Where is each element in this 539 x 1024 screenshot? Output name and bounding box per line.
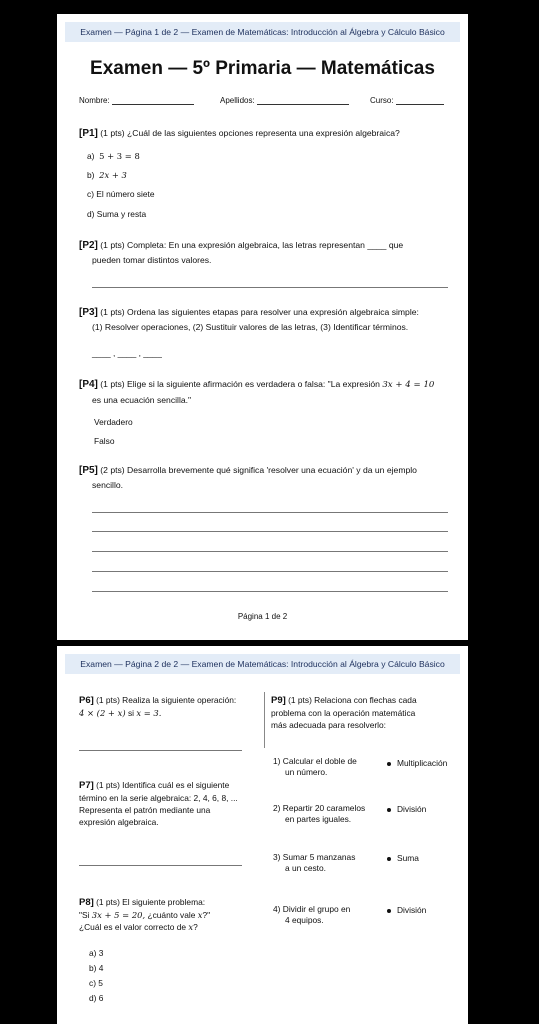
bullet-dot (387, 909, 391, 913)
answer-line (92, 531, 448, 532)
match-item-4: 4) Dividir el grupo en 4 equipos. (273, 904, 351, 925)
question-p9: P9] (1 pts) Relaciona con flechas cada problema con la operación matemática más adecuada para resolverlo: (271, 695, 417, 730)
exam-page-1 (57, 14, 468, 640)
question-p7: P7] (1 pts) Identifica cuál es el siguiente término en la serie algebraica: 2, 4, 6, 8, ... Representa el patrón mediante una expresión algebraica. (79, 780, 238, 827)
answer-line (92, 512, 448, 513)
match-op-1: Multiplicación (397, 758, 448, 768)
answer-line (79, 750, 242, 751)
p4-option-false: Falso (94, 436, 115, 446)
apellidos-blank (257, 104, 349, 105)
column-divider (264, 692, 265, 748)
question-p8: P8] (1 pts) El siguiente problema: "Si 3x + 5 = 20, ¿cuánto vale x?" ¿Cuál es el valor correcto de x? (79, 897, 211, 932)
question-p2: [P2] (1 pts) Completa: En una expresión algebraica, las letras representan ____ que pueden tomar distintos valores. (79, 240, 404, 265)
answer-line (92, 551, 448, 552)
bullet-dot (387, 857, 391, 861)
match-item-2: 2) Repartir 20 caramelos en partes iguales. (273, 803, 366, 824)
answer-line (79, 865, 242, 866)
bullet-dot (387, 762, 391, 766)
p8-option-a: a) 3 (89, 948, 104, 958)
p8-option-d: d) 6 (89, 993, 104, 1003)
apellidos-field: Apellidos: (220, 96, 349, 105)
answer-line (92, 591, 448, 592)
page-header: Examen — Página 1 de 2 — Examen de Matemáticas: Introducción al Álgebra y Cálculo Básico (65, 22, 460, 42)
match-item-1: 1) Calcular el doble de un número. (273, 756, 357, 777)
p1-option-a: a) 5 + 3 = 8 (87, 151, 140, 161)
question-p5: [P5] (2 pts) Desarrolla brevemente qué significa 'resolver una ecuación' y da un ejemplo sencillo. (79, 465, 417, 490)
match-op-3: Suma (397, 853, 419, 863)
page-header: Examen — Página 2 de 2 — Examen de Matemáticas: Introducción al Álgebra y Cálculo Básico (65, 654, 460, 674)
p1-option-d: d) Suma y resta (87, 209, 147, 219)
question-p4: [P4] (1 pts) Elige si la siguiente afirmación es verdadera o falsa: "La expresión 3x + 4 = 10 es una ecuación sencilla." (79, 379, 435, 405)
curso-blank (396, 104, 444, 105)
page-number: Página 1 de 2 (237, 612, 288, 621)
exam-title: Examen — 5º Primaria — Matemáticas (90, 58, 435, 79)
p1-option-b: b) 2x + 3 (87, 170, 127, 180)
curso-field: Curso: (370, 96, 444, 105)
answer-line (92, 571, 448, 572)
question-p1: [P1] (1 pts) ¿Cuál de las siguientes opciones representa una expresión algebraica? (79, 128, 400, 139)
question-p3: [P3] (1 pts) Ordena las siguientes etapas para resolver una expresión algebraica simple: (1) Resolver operaciones, (2) Sustituir valores de las letras, (3) Identificar términos. (79, 307, 419, 332)
p1-option-c: c) El número siete (87, 189, 155, 199)
p8-option-b: b) 4 (89, 963, 104, 973)
match-op-4: División (397, 905, 427, 915)
answer-line (92, 287, 448, 288)
nombre-blank (112, 104, 194, 105)
p8-option-c: c) 5 (89, 978, 103, 988)
nombre-field: Nombre: (79, 96, 194, 105)
bullet-dot (387, 808, 391, 812)
p4-option-true: Verdadero (94, 417, 133, 427)
exam-page-2 (57, 646, 468, 1024)
match-op-2: División (397, 804, 427, 814)
question-p6: P6] (1 pts) Realiza la siguiente operación: 4 × (2 + x) si x = 3. (79, 695, 237, 718)
p3-blanks: ____ , ____ , ____ (92, 348, 162, 358)
match-item-3: 3) Sumar 5 manzanas a un cesto. (273, 852, 356, 873)
